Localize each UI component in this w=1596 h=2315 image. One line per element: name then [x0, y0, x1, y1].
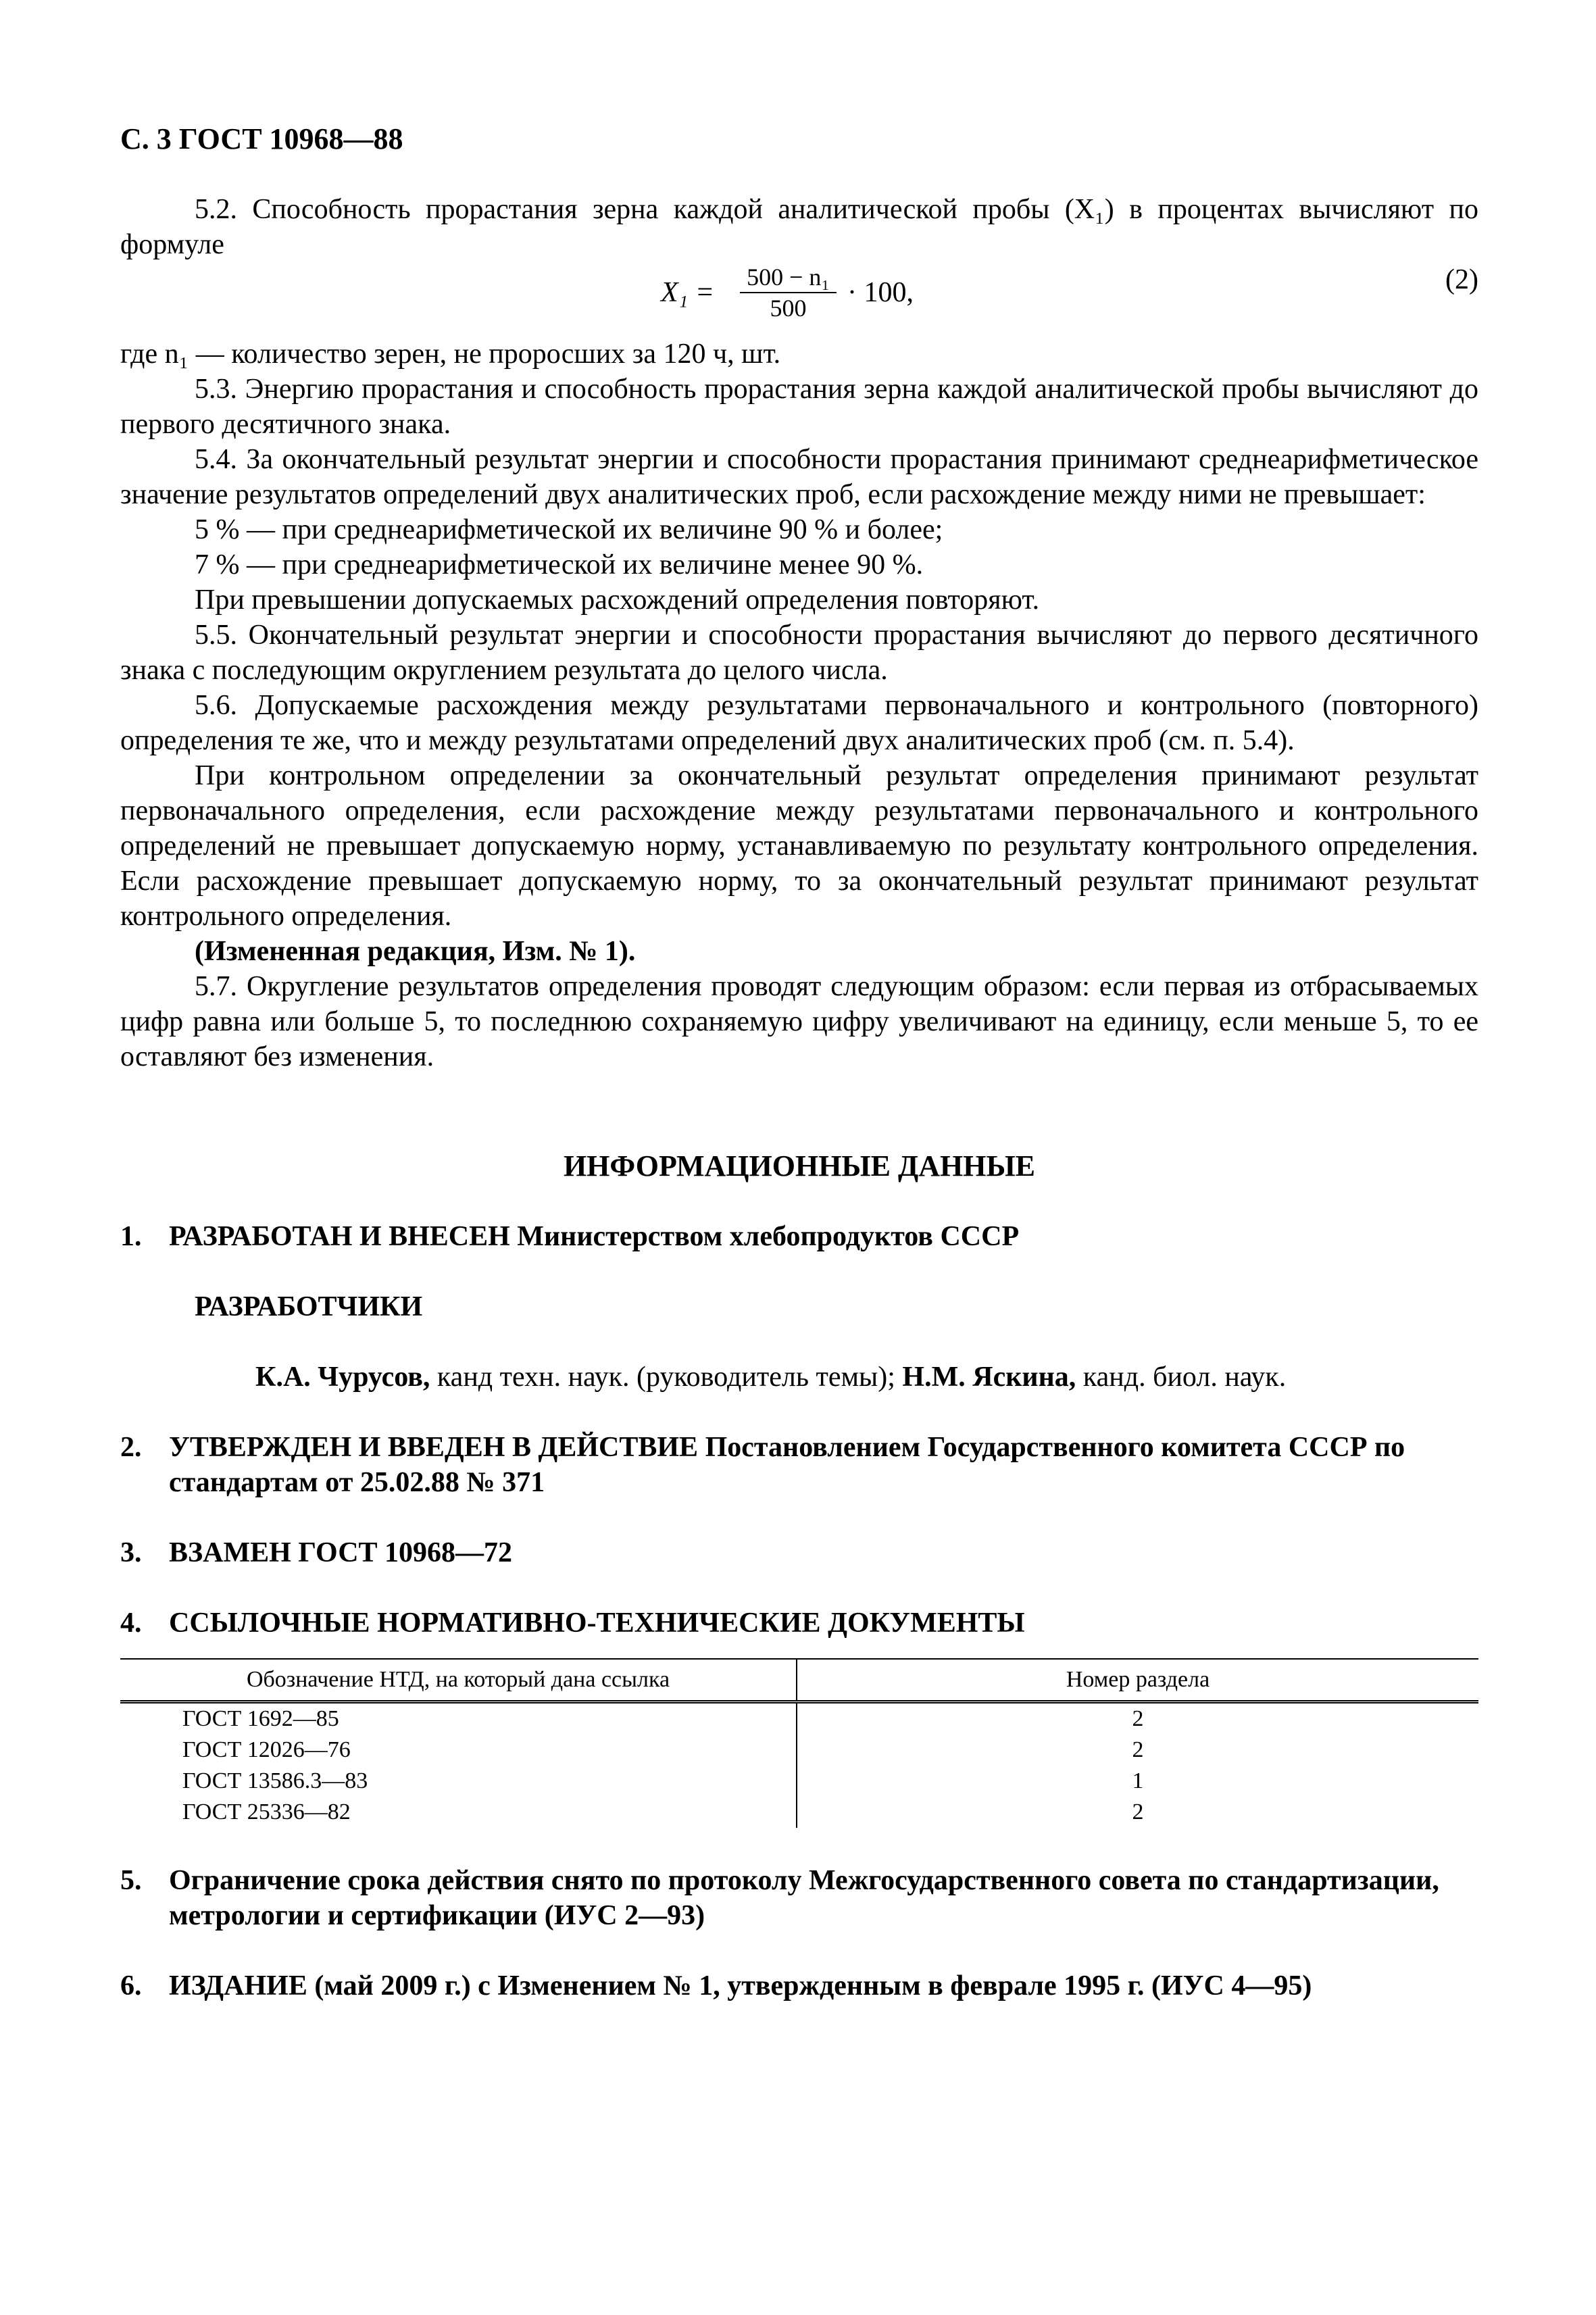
table-cell: 1 — [1132, 1768, 1144, 1793]
document-page — [120, 122, 1478, 2039]
item-text: ИЗДАНИЕ (май 2009 г.) с Изменением № 1, утвержденным в феврале 1995 г. (ИУС 4—95) — [169, 1970, 1312, 2001]
developer-name: К.А. Чурусов, — [255, 1362, 430, 1393]
formula-2 — [120, 262, 1478, 337]
table-cell: ГОСТ 13586.3—83 — [120, 1766, 797, 1797]
paragraph-5-4-b: 7 % — при среднеарифметической их величине менее 90 %. — [195, 549, 924, 580]
table-row — [120, 1797, 1478, 1828]
info-item — [120, 1535, 1478, 1570]
item-number: 4. — [120, 1608, 142, 1639]
formula-denominator: 500 — [770, 295, 807, 322]
info-item — [120, 1968, 1478, 2003]
item-number: 2. — [120, 1432, 142, 1463]
formula-fraction — [740, 262, 837, 323]
equation-number: (2) — [1445, 264, 1478, 295]
developer-role: канд техн. наук. (руководитель темы); — [430, 1362, 903, 1393]
paragraph-5-3: 5.3. Энергию прорастания и способность прорастания зерна каждой аналитической пробы вычисляют до первого десятичного знака. — [120, 374, 1478, 440]
formula-lhs: X₁ = — [661, 277, 715, 308]
item-number: 3. — [120, 1537, 142, 1568]
item-text: Ограничение срока действия снято по протоколу Межгосударственного совета по стандартизации, метрологии и сертификации (ИУС 2—93) — [169, 1865, 1439, 1931]
info-item — [120, 1219, 1478, 1254]
page-header: С. 3 ГОСТ 10968—88 — [120, 122, 403, 155]
item-text: ВЗАМЕН ГОСТ 10968—72 — [169, 1537, 513, 1568]
table-cell: ГОСТ 12026—76 — [120, 1735, 797, 1766]
item-text: ССЫЛОЧНЫЕ НОРМАТИВНО-ТЕХНИЧЕСКИЕ ДОКУМЕНТЫ — [169, 1608, 1025, 1639]
info-section-title: ИНФОРМАЦИОННЫЕ ДАННЫЕ — [563, 1149, 1036, 1183]
table-cell: 2 — [1132, 1706, 1144, 1731]
formula-body — [661, 262, 914, 323]
column-header: Обозначение НТД, на который дана ссылка — [120, 1659, 797, 1702]
paragraph-5-4-c: При превышении допускаемых расхождений определения повторяют. — [195, 584, 1040, 616]
table-row — [120, 1766, 1478, 1797]
paragraph-5-6-b: При контрольном определении за окончательный результат определения принимают результат первоначального определения, если расхождение между результатами первоначального и контрольного определений не превышает допускаемую норму, устанавливаемую по результату контрольного определения. Если расхождение превышает допускаемую норму, то за окончательный результат принимают результат контрольного определения. — [120, 760, 1478, 932]
info-item — [120, 1430, 1478, 1500]
developers-heading: РАЗРАБОТЧИКИ — [195, 1291, 423, 1322]
formula-tail: · 100, — [847, 277, 914, 308]
table-row — [120, 1702, 1478, 1735]
formula-numerator: 500 − n₁ — [740, 262, 837, 293]
column-header: Номер раздела — [797, 1659, 1478, 1702]
table-row — [120, 1735, 1478, 1766]
paragraph-5-5: 5.5. Окончательный результат энергии и способности прорастания вычисляют до первого десятичного знака с последующим округлением результата до целого числа. — [120, 620, 1478, 686]
table-cell: 2 — [1132, 1799, 1144, 1824]
paragraph-5-4: 5.4. За окончательный результат энергии и способности прорастания принимают среднеарифметическое значение результатов определений двух аналитических проб, если расхождение между ними не превышает: — [120, 444, 1478, 510]
info-item — [120, 1863, 1478, 1933]
item-number: 1. — [120, 1221, 142, 1252]
reference-docs-table — [120, 1658, 1478, 1828]
amendment-note: (Измененная редакция, Изм. № 1). — [195, 936, 636, 967]
developer-role: канд. биол. наук. — [1076, 1362, 1287, 1393]
paragraph-5-2: 5.2. Способность прорастания зерна каждой аналитической пробы (X₁) в процентах вычисляют по формуле — [120, 194, 1478, 260]
item-number: 6. — [120, 1970, 142, 2001]
table-header-row — [120, 1659, 1478, 1702]
table-cell: ГОСТ 1692—85 — [120, 1702, 797, 1735]
paragraph-5-4-a: 5 % — при среднеарифметической их величине 90 % и более; — [195, 514, 943, 545]
formula-explanation: где n₁ — количество зерен, не проросших за 120 ч, шт. — [120, 339, 781, 370]
paragraph-5-6: 5.6. Допускаемые расхождения между результатами первоначального и контрольного (повторного) определения те же, что и между результатами определений двух аналитических проб (см. п. 5.4). — [120, 690, 1478, 756]
developers-line — [120, 1360, 1478, 1395]
item-text: УТВЕРЖДЕН И ВВЕДЕН В ДЕЙСТВИЕ Постановлением Государственного комитета СССР по стандартам от 25.02.88 № 371 — [169, 1432, 1405, 1498]
table-cell: 2 — [1132, 1737, 1144, 1762]
info-item — [120, 1605, 1478, 1641]
item-text: РАЗРАБОТАН И ВНЕСЕН Министерством хлебопродуктов СССР — [169, 1221, 1020, 1252]
item-number: 5. — [120, 1865, 142, 1896]
paragraph-5-7: 5.7. Округление результатов определения проводят следующим образом: если первая из отбрасываемых цифр равна или больше 5, то последнюю сохраняемую цифру увеличивают на единицу, если меньше 5, то ее оставляют без изменения. — [120, 971, 1478, 1072]
table-cell: ГОСТ 25336—82 — [120, 1797, 797, 1828]
developer-name: Н.М. Яскина, — [902, 1362, 1076, 1393]
